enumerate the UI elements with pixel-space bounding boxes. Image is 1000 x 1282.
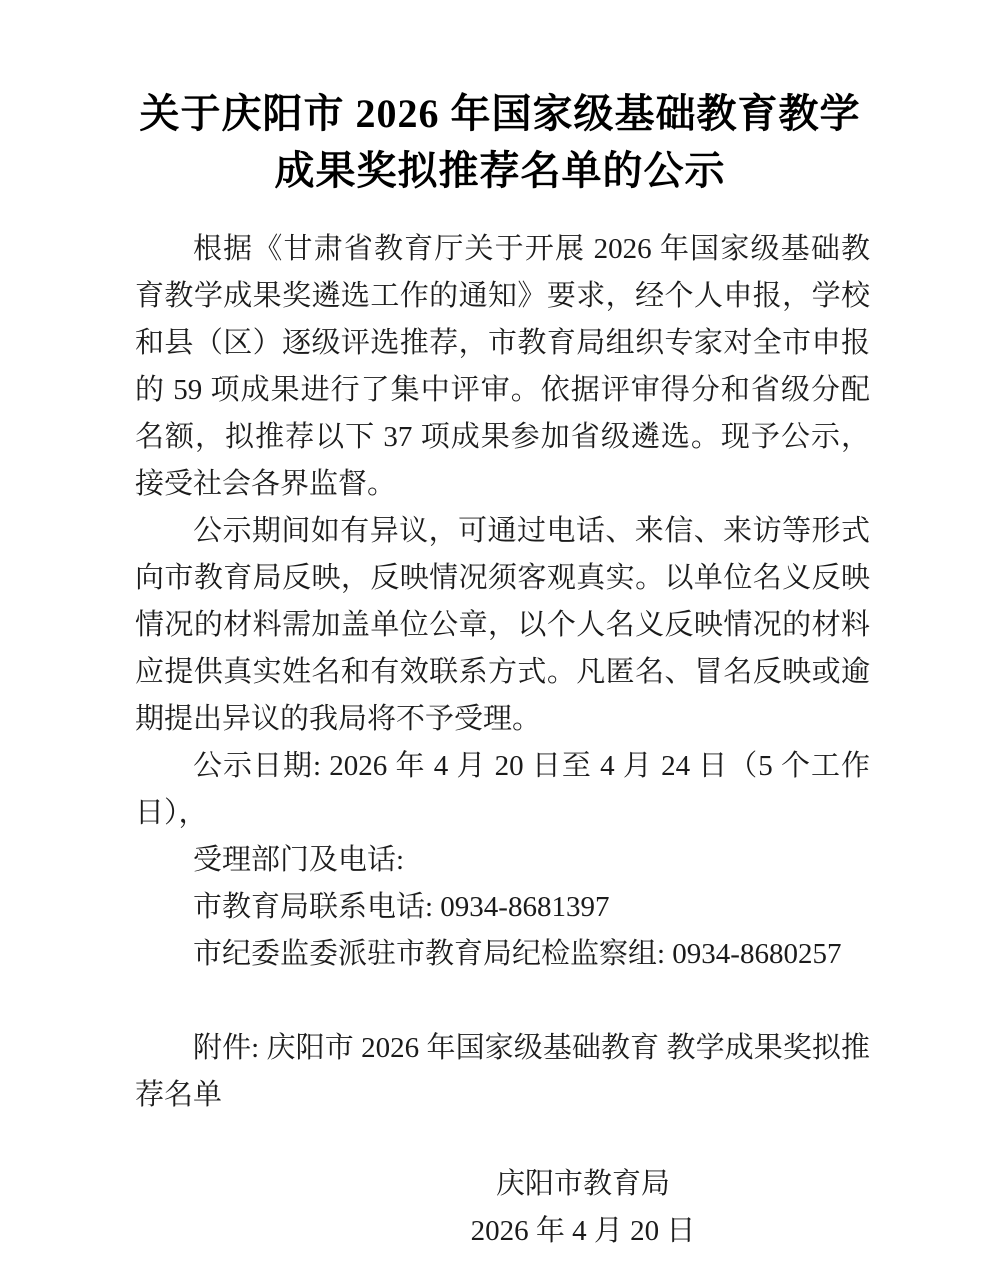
line-education-bureau-phone: 市教育局联系电话: 0934-8681397 (193, 891, 610, 923)
document-body (135, 226, 870, 1119)
line-discipline-inspection-phone: 市纪委监委派驻市教育局纪检监察组: 0934-8680257 (193, 938, 842, 970)
line-accepting-department: 受理部门及电话: (193, 844, 405, 876)
signature-block (166, 1161, 1000, 1255)
line-publicity-period: 公示日期: 2026 年 4 月 20 日至 4 月 24 日（5 个工作日）， (135, 750, 870, 829)
title-line-1: 关于庆阳市 2026 年国家级基础教育教学 (139, 91, 861, 136)
signature-date: 2026 年 4 月 20 日 (470, 1215, 696, 1247)
paragraph-basis-and-selection: 根据《甘肃省教育厅关于开展 2026 年国家级基础教育教学成果奖遴选工作的通知》要求，经个人申报，学校和县（区）逐级评选推荐，市教育局组织专家对全市申报的 59 项成果进行了集中评审。依据评审得分和省级分配名额，拟推荐以下 37 项成果参加省级遴选。现予公示，接受社会各界监督。 (135, 233, 870, 500)
title-line-2: 成果奖拟推荐名单的公示 (274, 148, 726, 193)
paragraph-objection-rules: 公示期间如有异议，可通过电话、来信、来访等形式向市教育局反映，反映情况须客观真实。以单位名义反映情况的材料需加盖单位公章，以个人名义反映情况的材料应提供真实姓名和有效联系方式。凡匿名、冒名反映或逾期提出异议的我局将不予受理。 (135, 515, 870, 735)
attachment-line: 附件: 庆阳市 2026 年国家级基础教育 教学成果奖拟推荐名单 (135, 1032, 870, 1111)
document-page (0, 85, 1000, 1282)
document-title (100, 85, 900, 199)
signature-issuer: 庆阳市教育局 (495, 1168, 670, 1200)
